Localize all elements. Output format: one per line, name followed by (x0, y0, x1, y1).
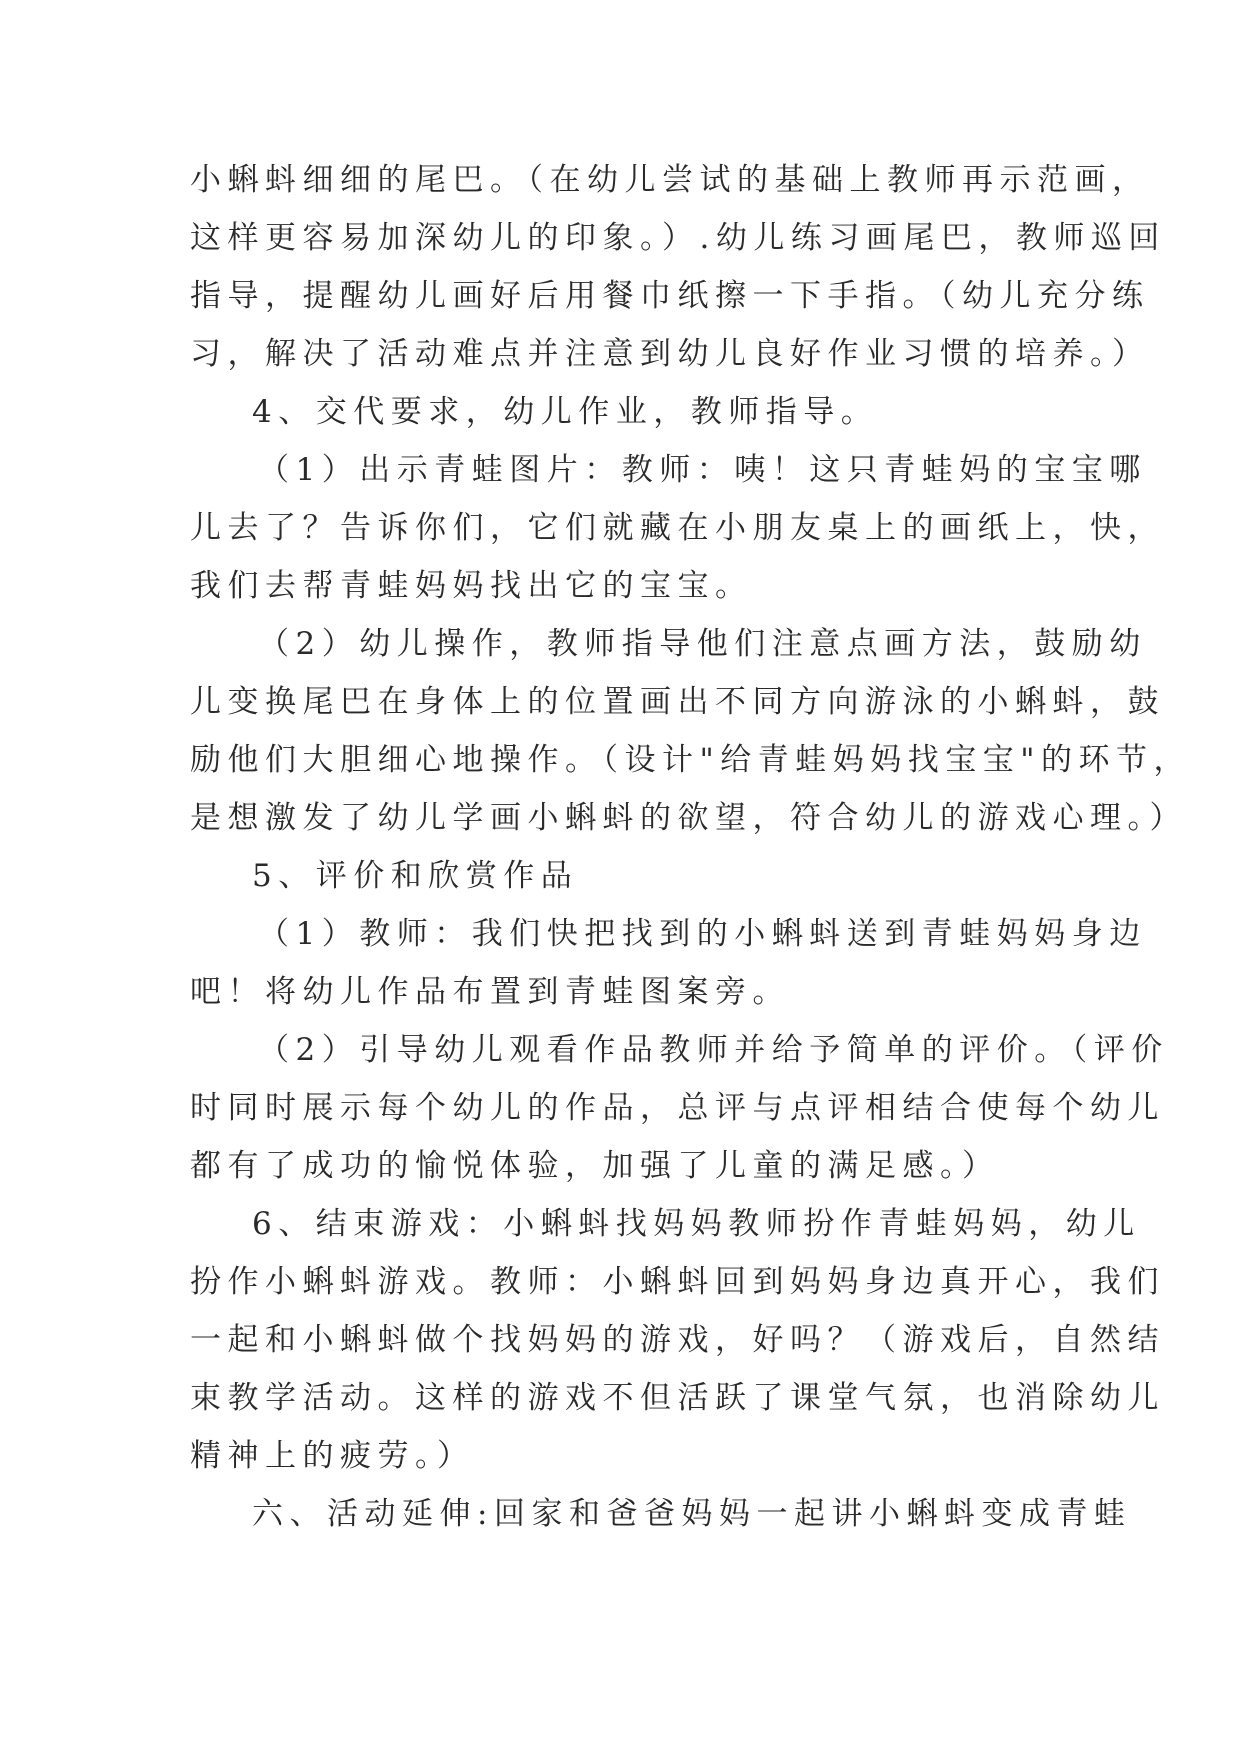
text-line: 儿去了？告诉你们，它们就藏在小朋友桌上的画纸上，快， (190, 510, 1165, 546)
text-line: 我们去帮青蛙妈妈找出它的宝宝。 (190, 568, 753, 604)
text-line: 小蝌蚪细细的尾巴。（在幼儿尝试的基础上教师再示范画， (190, 162, 1150, 198)
section-heading: 6、结束游戏：小蝌蚪找妈妈教师扮作青蛙妈妈，幼儿 (252, 1206, 1141, 1242)
text-line: （2）幼儿操作，教师指导他们注意点画方法，鼓励幼 (258, 626, 1147, 662)
text-line: 是想激发了幼儿学画小蝌蚪的欲望，符合幼儿的游戏心理。） (190, 800, 1187, 836)
text-line: （2）引导幼儿观看作品教师并给予简单的评价。（评价 (258, 1032, 1169, 1068)
text-line: 一起和小蝌蚪做个找妈妈的游戏，好吗？（游戏后，自然结 (190, 1322, 1165, 1358)
section-heading: 4、交代要求，幼儿作业，教师指导。 (252, 394, 879, 430)
text-line: 指导，提醒幼儿画好后用餐巾纸擦一下手指。（幼儿充分练 (190, 278, 1150, 314)
text-line: 扮作小蝌蚪游戏。教师：小蝌蚪回到妈妈身边真开心，我们 (190, 1264, 1165, 1300)
section-heading: 六、活动延伸:回家和爸爸妈妈一起讲小蝌蚪变成青蛙 (252, 1496, 1132, 1532)
section-heading: 5、评价和欣赏作品 (252, 858, 579, 894)
text-line: 习，解决了活动难点并注意到幼儿良好作业习惯的培养。） (190, 336, 1150, 372)
text-line: （1）教师：我们快把找到的小蝌蚪送到青蛙妈妈身边 (258, 916, 1147, 952)
text-line: 励他们大胆细心地操作。（设计"给青蛙妈妈找宝宝"的环节， (190, 742, 1192, 778)
text-line: 都有了成功的愉悦体验，加强了儿童的满足感。） (190, 1148, 1000, 1184)
text-line: 精神上的疲劳。） (190, 1438, 475, 1474)
text-line: 吧！将幼儿作品布置到青蛙图案旁。 (190, 974, 790, 1010)
text-line: （1）出示青蛙图片：教师：咦！这只青蛙妈的宝宝哪 (258, 452, 1147, 488)
text-line: 儿变换尾巴在身体上的位置画出不同方向游泳的小蝌蚪，鼓 (190, 684, 1165, 720)
text-line: 这样更容易加深幼儿的印象。）.幼儿练习画尾巴，教师巡回 (190, 220, 1166, 256)
text-line: 时同时展示每个幼儿的作品，总评与点评相结合使每个幼儿 (190, 1090, 1165, 1126)
text-line: 束教学活动。这样的游戏不但活跃了课堂气氛，也消除幼儿 (190, 1380, 1165, 1416)
